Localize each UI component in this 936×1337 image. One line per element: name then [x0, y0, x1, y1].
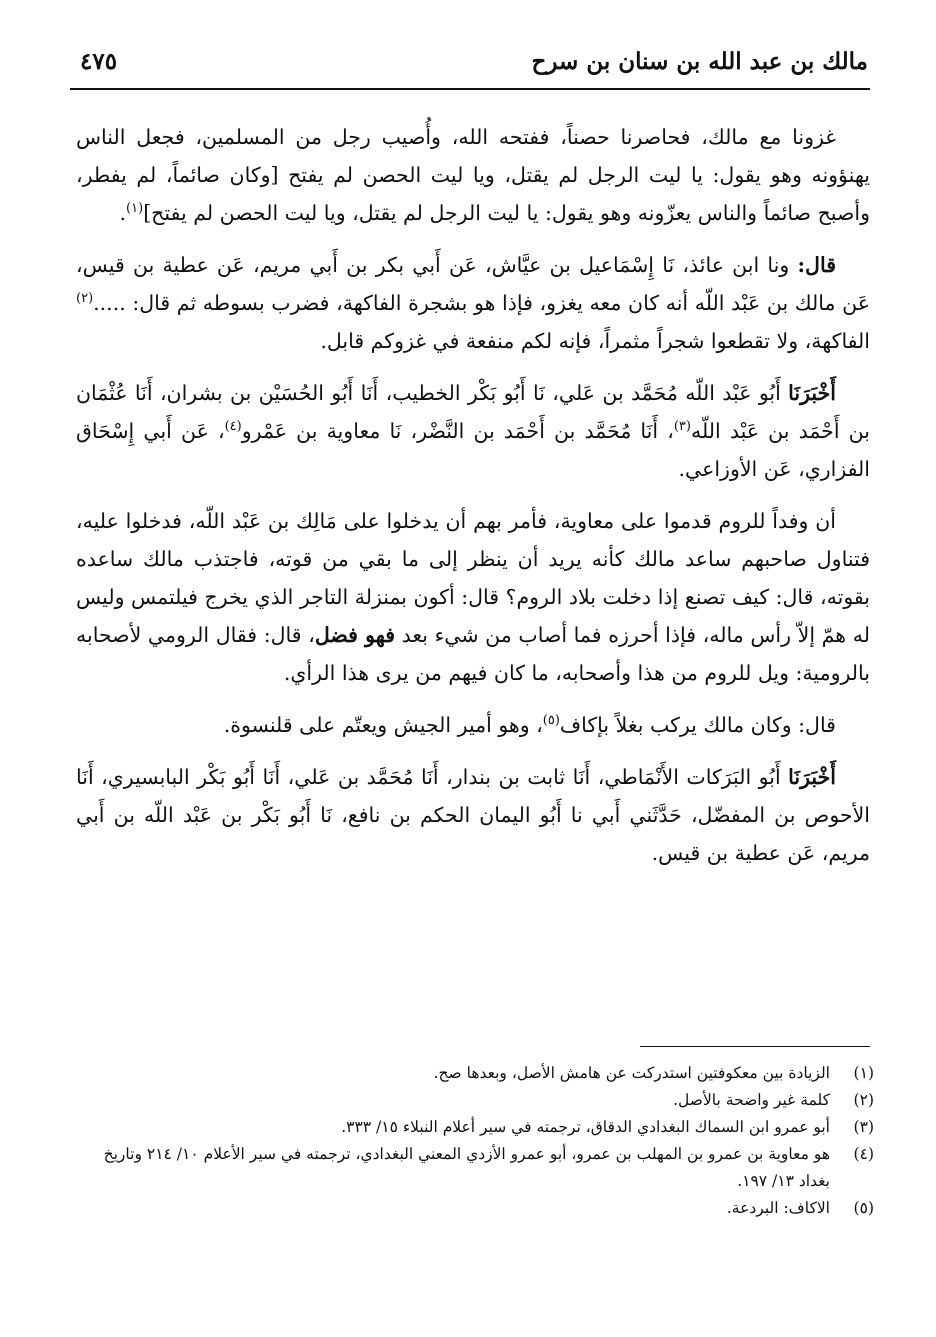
- paragraph-text: ، أَنَا مُحَمَّد بن أَحْمَد بن النَّضْر، نَا معاوية بن عَمْرو: [241, 419, 674, 443]
- footnote-divider: [640, 1046, 870, 1047]
- footnote-ref: (١): [126, 201, 144, 217]
- paragraph-lead: قال:: [797, 253, 836, 277]
- footnote-ref: (٢): [76, 291, 94, 307]
- footnote-number: (٣): [853, 1118, 874, 1136]
- footnote: [76, 1087, 874, 1114]
- paragraph-text: ، وهو أمير الجيش ويعتّم على قلنسوة.: [223, 713, 543, 737]
- paragraph-text: أَبُو البَرَكات الأَنْمَاطي، أَنَا ثابت بن بندار، أَنَا مُحَمَّد بن عَلي، أَنَا أَبُو بَكْر البابسيري، أَنَا الأحوص بن المفضّل، حَدَّثَني أَبي نا أَبُو اليمان الحكم بن نافع، نَا أَبُو بَكْر بن عَبْد اللّه بن أَبي مريم، عَن عطية بن قيس.: [76, 765, 870, 865]
- paragraph-text: ، عَن أَبي إِسْحَاق الفزاري، عَن الأوزاعي.: [76, 419, 870, 481]
- paragraph: [76, 502, 870, 692]
- paragraph: [76, 374, 870, 488]
- paragraph-text: ونا ابن عائذ، نَا إِسْمَاعيل بن عيَّاش، عَن أَبي بكر بن أَبي مريم، عَن عطية بن قيس، عَن مالك بن عَبْد اللّه أنه كان معه يغزو، فإذا هو بشجرة الفاكهة، فضرب بسوطه ثم قال: .....: [76, 253, 870, 315]
- paragraph-lead: أَخْبَرَنَا: [788, 765, 836, 789]
- footnote-text: الاكاف: البردعة.: [726, 1199, 830, 1217]
- footnote-ref: (٤): [224, 419, 242, 435]
- footnote-text: هو معاوية بن عمرو بن المهلب بن عمرو، أبو عمرو الأزدي المعني البغدادي، ترجمته في سير الأعلام ١٠/ ٢١٤ وتاريخ بغداد ١٣/ ١٩٧.: [103, 1145, 830, 1190]
- paragraph-text: الفاكهة، ولا تقطعوا شجراً مثمراً، فإنه لكم منفعة في غزوكم قابل.: [320, 329, 870, 353]
- paragraph: [76, 118, 870, 232]
- footnote-ref: (٣): [673, 419, 691, 435]
- footnote-number: (٤): [853, 1145, 874, 1163]
- footnote-number: (٥): [853, 1199, 874, 1217]
- footnote-text: أبو عمرو ابن السماك البغدادي الدقاق، ترجمته في سير أعلام النبلاء ١٥/ ٣٣٣.: [341, 1118, 830, 1136]
- footnote: [76, 1141, 874, 1195]
- paragraph-text: ، قال: فقال الرومي لأصحابه بالرومية: ويل للروم من هذا وأصحابه، ما كان فيهم من يرى هذا الرأي.: [76, 623, 870, 685]
- footnote-number: (٢): [853, 1091, 874, 1109]
- emphasis-text: فهو فضل: [314, 623, 396, 647]
- footnote-text: الزيادة بين معكوفتين استدركت عن هامش الأصل، وبعدها صح.: [433, 1064, 830, 1082]
- footnote: [76, 1195, 874, 1222]
- page-number: ٤٧٥: [80, 48, 118, 75]
- running-header: [70, 40, 870, 90]
- footnote-ref: (٥): [542, 713, 560, 729]
- main-text: [76, 118, 870, 886]
- footnote: [76, 1060, 874, 1087]
- header-title: مالك بن عبد الله بن سنان بن سرح: [531, 48, 868, 75]
- paragraph-text: أَبُو عَبْد اللّه مُحَمَّد بن عَلي، نَا أَبُو بَكْر الخطيب، أَنَا أَبُو الحُسَيْن بن بشران، أَنَا عُثْمَان بن أَحْمَد بن عَبْد اللّه: [76, 381, 870, 443]
- paragraph: [76, 758, 870, 872]
- paragraph-text: .: [119, 201, 127, 225]
- footnote-text: كلمة غير واضحة بالأصل.: [673, 1091, 830, 1109]
- paragraph-text: قال: وكان مالك يركب بغلاً بإكاف: [559, 713, 836, 737]
- paragraph-text: غزونا مع مالك، فحاصرنا حصناً، ففتحه الله، وأُصيب رجل من المسلمين، فجعل الناس يهنؤونه وهو يقول: يا ليت الرجل لم يقتل، ويا ليت الحصن لم يفتح [وكان صائماً، لم يفطر، وأصبح صائماً والناس يعزّونه وهو يقول: يا ليت الرجل لم يقتل، ويا ليت الحصن لم يفتح]: [76, 125, 870, 225]
- paragraph: [76, 706, 870, 744]
- footnotes: [76, 1060, 874, 1222]
- paragraph: [76, 246, 870, 360]
- footnote-number: (١): [853, 1064, 874, 1082]
- paragraph-lead: أَخْبَرَنَا: [788, 381, 836, 405]
- paragraph-text: أن وفداً للروم قدموا على معاوية، فأمر بهم أن يدخلوا على مَالِك بن عَبْد اللّه، فدخلوا عليه، فتناول صاحبهم ساعد مالك كأنه يريد أن ينظر إلى ما بقي من قوته، فاجتذب مالك ساعده بقوته، قال: كيف تصنع إذا دخلت بلاد الروم؟ قال: أكون بمنزلة التاجر الذي يخرج فيلتمس وليس له همّ إلاّ رأس ماله، فإذا أحرزه فما أصاب من شيء بعد: [76, 509, 870, 647]
- footnote: [76, 1114, 874, 1141]
